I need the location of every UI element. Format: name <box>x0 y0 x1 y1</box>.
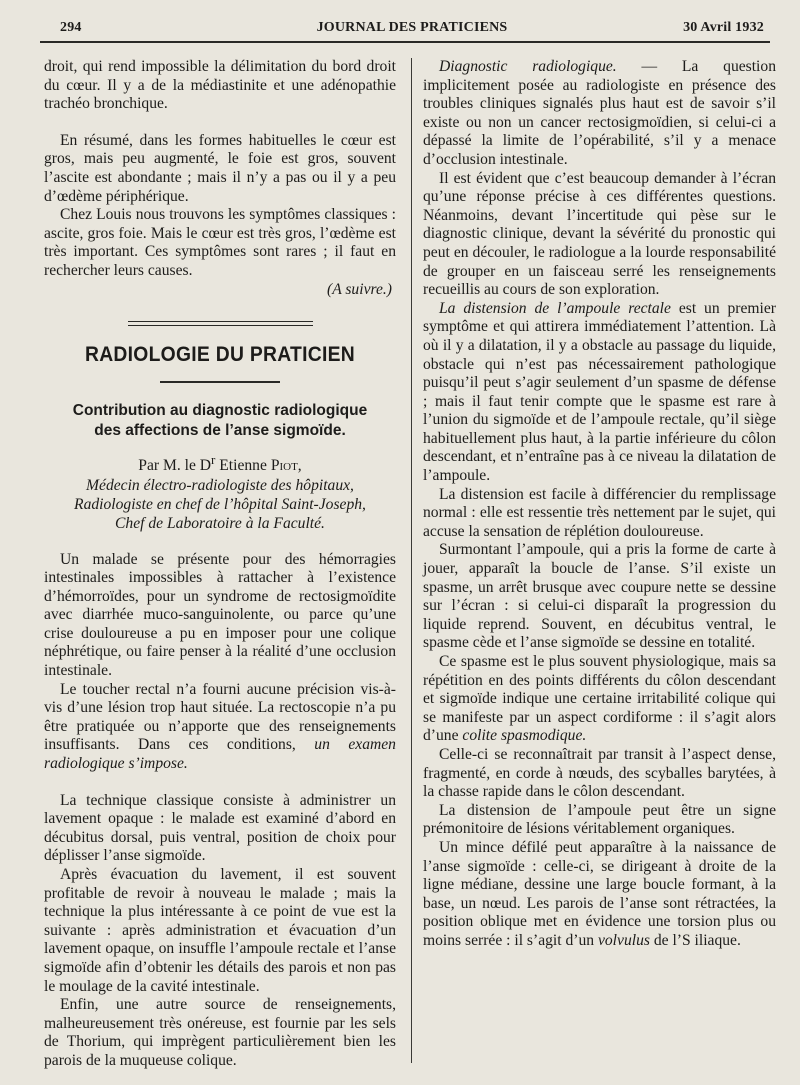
text-run: — La question implicitement posée au radiologiste en présence des troubles cliniques signalés plus haut est de savoir s’il existe ou non un cancer rectosigmoïdien, si celui-ci a dépassé la limite de l’opérabilité, s’il y a menace d’occlusion intestinale. <box>423 58 776 168</box>
author-affiliation <box>44 476 396 533</box>
text-run: Un mince défilé peut apparaître à la naissance de l’anse sigmoïde : celle-ci, se dirigeant à droite de la ligne médiane, dessine une large boucle formant, à la base, un nœud. Les parois de l’anse sont rétractées, la position oblique met en évidence une torsion plus ou moins serrée : il s’agit d’un <box>423 838 776 949</box>
text-run: Le toucher rectal n’a fourni aucune précision vis-à-vis d’une lésion trop haut située. La rectoscopie n’a pu être pratiquée ou n’apporte que des renseignements insuffisants. Dans ces conditions, <box>44 680 396 754</box>
journal-title: JOURNAL DES PRATICIENS <box>316 20 508 35</box>
paragraph: Surmontant l’ampoule, qui a pris la forme de carte à jouer, apparaît la boucle de l’anse. S’il existe un spasme, un arrêt brusque avec coupure nette se dessine sur l’écran : si celui-ci disparaît la progression du liquide reprend. Souvent, en décubitus ventral, le spasme cède et l’anse sigmoïde se dessine en totalité. <box>423 541 776 652</box>
header-rule <box>40 41 770 43</box>
running-header <box>60 18 764 40</box>
paragraph: Il est évident que c’est beaucoup demander à l’écran qu’une réponse précise à ces différentes questions. Néanmoins, devant l’incertitude qui pèse sur le diagnostic clinique, devant la sévérité du pronostic qui peut en découler, le radiologue a la lourde responsabilité de grouper en un faisceau serré les renseignements recueillis au cours de son exploration. <box>423 169 776 299</box>
author-byline <box>44 451 396 476</box>
emphasis: colite spasmodique. <box>462 727 587 745</box>
column-divider <box>411 58 412 1063</box>
left-column <box>44 58 396 1071</box>
section-title: RADIOLOGIE DU PRATICIEN <box>84 343 356 367</box>
byline-sup: r <box>211 451 216 467</box>
byline-prefix: Par M. le D <box>138 456 212 474</box>
subheading: Diagnostic radiologique. <box>439 58 617 75</box>
emphasis: un examen radiologique s’impose. <box>44 736 396 773</box>
affiliation-line: Médecin électro-radiologiste des hôpitaux, <box>86 476 354 494</box>
paragraph: Chez Louis nous trouvons les symptômes classiques : ascite, gros foie. Mais le cœur est très gros, l’œdème est très important. Ces symptômes sont rares ; il faut en rechercher leurs causes. <box>44 206 396 279</box>
right-column <box>423 58 776 951</box>
emphasis: La distension de l’ampoule rectale <box>439 299 671 317</box>
affiliation-line: Radiologiste en chef de l’hôpital Saint-Joseph, <box>74 495 366 513</box>
paragraph: Après évacuation du lavement, il est souvent profitable de revoir à nouveau le malade ; mais la technique la plus intéressante à ce point de vue est la suivante : après administration et évacuation d’un lavement opaque, on insuffle l’ampoule rectale et l’anse sigmoïde afin d’obtenir les détails des parois et non pas le moulage de la cavité intestinale. <box>44 866 396 995</box>
page-number: 294 <box>60 20 82 35</box>
emphasis: volvulus <box>597 931 650 949</box>
paragraph: Celle-ci se reconnaîtrait par transit à l’aspect dense, fragmenté, en corde à nœuds, des scyballes barytées, à la chasse rapide dans le côlon descendant. <box>423 745 776 801</box>
paragraph <box>44 681 396 774</box>
paragraph: La distension est facile à différencier du remplissage normal : elle est ressentie très nettement par le sujet, qui accuse la sensation de réplétion douloureuse. <box>423 485 776 540</box>
paragraph <box>423 839 776 951</box>
issue-date: 30 Avril 1932 <box>683 20 764 35</box>
section-separator <box>128 321 313 326</box>
paragraph: La distension de l’ampoule peut être un signe prémonitoire de lésions véritablement organiques. <box>423 801 776 838</box>
paragraph: Enfin, une autre source de renseignements, malheureusement très onéreuse, est fournie par les sels de Thorium, qui imprègent particulièrement bien les parois de la muqueuse colique. <box>44 996 396 1069</box>
article-title-line: des affections de l’anse sigmoïde. <box>94 421 346 439</box>
affiliation-line: Chef de Laboratoire à la Faculté. <box>115 514 325 532</box>
paragraph <box>423 58 776 170</box>
paragraph: En résumé, dans les formes habituelles le cœur est gros, mais peu augmenté, le foie est gros, souvent l’ascite est abondante ; mais il n’y a pas ou il y a peu d’œdème périphérique. <box>44 131 396 205</box>
text-run: Ce spasme est le plus souvent physiologique, mais sa répétition en des points différents du côlon descendant et sigmoïde indique une certaine irritabilité colique qui se manifeste par un aspect cordiforme : il s’agit alors d’une <box>423 653 776 745</box>
title-rule <box>160 381 280 383</box>
text-run: de l’S iliaque. <box>649 931 741 949</box>
paragraph: droit, qui rend impossible la délimitation du bord droit du cœur. Il y a de la médiastinite et une adénopathie trachéo bronchique. <box>44 58 396 113</box>
article-title-line: Contribution au diagnostic radiologique <box>72 401 368 419</box>
paragraph <box>423 300 776 486</box>
paragraph <box>423 653 776 746</box>
article-title <box>44 401 396 441</box>
byline-name: Etienne <box>215 456 271 474</box>
a-suivre-note: (A suivre.) <box>327 280 392 298</box>
text-run: est un premier symptôme et qui attirera immédiatement l’attention. Là où il y a dilatation, il y a obstacle au passage du liquide, obstacle qui n’est pas nécessairement pathologique puisqu’il peut s’agir seulement d’un spasme de défense ; mais il faut tenir compte que le spasme est rare à l’union du sigmoïde et de l’ampoule rectale, qu’il siège habituellement plus haut, à la partie inférieure du côlon descendant, et n’entraîne pas à ce niveau la dilatation de l’ampoule. <box>423 299 777 485</box>
paragraph: La technique classique consiste à administrer un lavement opaque : le malade est examiné d’abord en décubitus dorsal, puis ventral, position de choix pour déplisser l’anse sigmoïde. <box>44 791 396 865</box>
byline-surname: Piot, <box>270 456 302 474</box>
paragraph: Un malade se présente pour des hémorragies intestinales impossibles à rattacher à l’existence d’hémorroïdes, pour un syndrome de rectosigmoïdite avec diarrhée muco-sanguinolente, ou parce qu’une crise douloureuse a pu en imposer pour une colique néphrétique, ou faire penser à la réalité d’une occlusion intestinale. <box>44 550 396 680</box>
